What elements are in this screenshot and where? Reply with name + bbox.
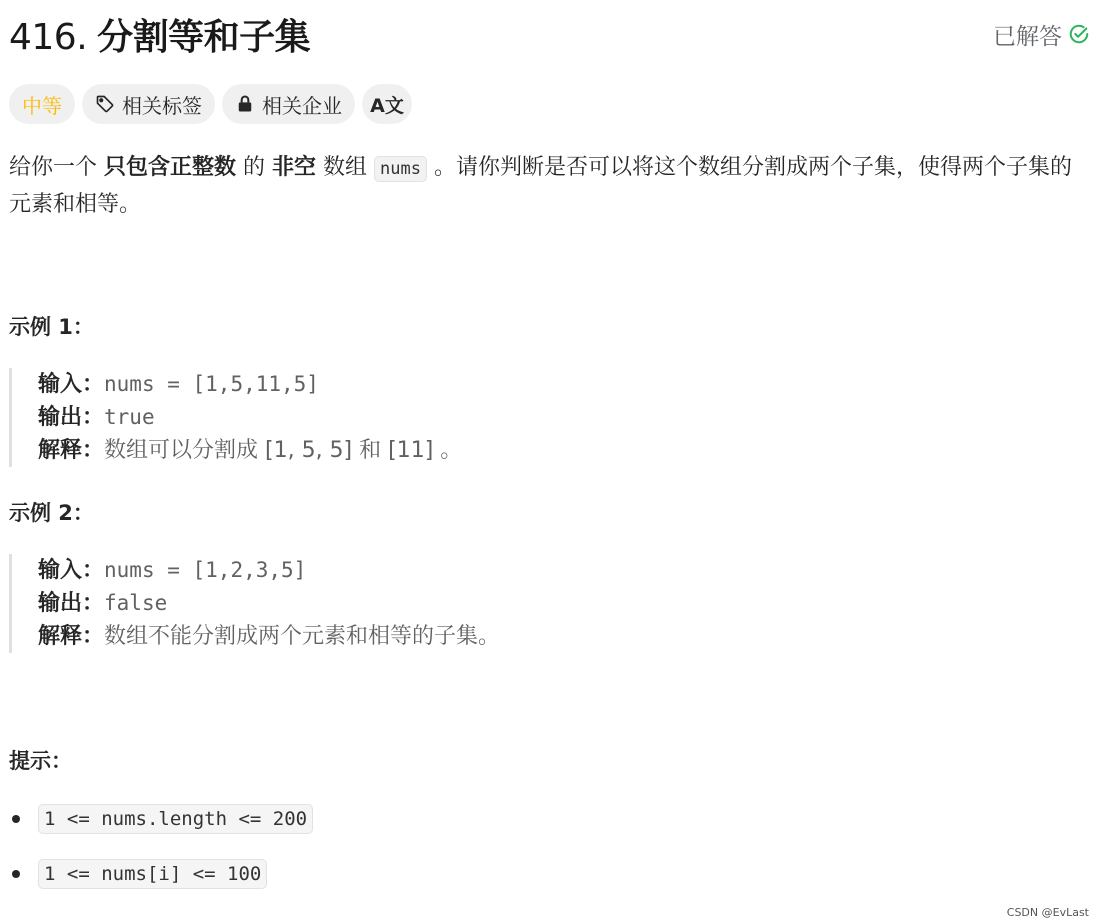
example-line <box>38 620 500 653</box>
explain-value: 数组可以分割成 [1, 5, 5] 和 [11] 。 <box>104 438 463 463</box>
example-line <box>38 434 462 467</box>
related-tags-button[interactable] <box>82 84 215 124</box>
output-value: false <box>104 591 168 615</box>
desc-text: 给你一个 <box>9 155 104 180</box>
example-1-heading: 示例 1： <box>9 315 94 339</box>
hint-code: 1 <= nums[i] <= 100 <box>38 859 267 889</box>
input-label: 输入： <box>38 558 105 583</box>
output-value: true <box>104 405 155 429</box>
problem-header <box>9 10 1090 58</box>
related-companies-button[interactable] <box>222 84 355 124</box>
check-circle-icon <box>1068 23 1090 45</box>
output-label: 输出： <box>38 405 105 430</box>
input-label: 输入： <box>38 372 105 397</box>
translate-icon: A文 <box>370 94 404 117</box>
tag-row <box>9 84 412 124</box>
example-2-heading: 示例 2： <box>9 501 94 525</box>
related-companies-label: 相关企业 <box>262 93 342 118</box>
related-tags-label: 相关标签 <box>122 93 202 118</box>
solved-label: 已解答 <box>993 23 1062 50</box>
desc-text: 数组 <box>316 155 375 180</box>
example-line <box>38 587 500 620</box>
hint-code: 1 <= nums.length <= 200 <box>38 804 313 834</box>
example-line <box>38 554 500 587</box>
translate-button[interactable] <box>362 84 412 124</box>
problem-description <box>9 150 1089 223</box>
desc-text: 。请你判断是否可以将这个数组分割成两个子集，使得两个子集的元素和相等。 <box>9 155 1072 217</box>
input-value: nums = [1,5,11,5] <box>104 372 319 396</box>
explain-label: 解释： <box>38 624 105 649</box>
list-item <box>9 804 313 834</box>
inline-code: nums <box>374 156 427 182</box>
list-item <box>9 859 267 889</box>
problem-number: 416. <box>9 16 88 58</box>
desc-text: 的 <box>236 155 273 180</box>
explain-label: 解释： <box>38 438 105 463</box>
problem-title[interactable] <box>9 9 310 60</box>
hints-heading: 提示： <box>9 749 72 773</box>
output-label: 输出： <box>38 591 105 616</box>
desc-bold: 非空 <box>272 155 317 180</box>
bullet-icon <box>12 815 20 823</box>
bullet-icon <box>12 870 20 878</box>
lock-icon <box>235 94 255 114</box>
example-1-block <box>9 368 462 467</box>
explain-value: 数组不能分割成两个元素和相等的子集。 <box>104 624 501 649</box>
desc-bold: 只包含正整数 <box>104 155 237 180</box>
input-value: nums = [1,2,3,5] <box>104 558 307 582</box>
watermark: CSDN @EvLast <box>1006 906 1089 919</box>
problem-name: 分割等和子集 <box>97 16 311 58</box>
solved-status <box>993 18 1090 51</box>
example-line <box>38 368 462 401</box>
difficulty-badge <box>9 84 75 124</box>
difficulty-label: 中等 <box>22 93 62 118</box>
example-line <box>38 401 462 434</box>
tag-icon <box>95 94 115 114</box>
example-2-block <box>9 554 500 653</box>
